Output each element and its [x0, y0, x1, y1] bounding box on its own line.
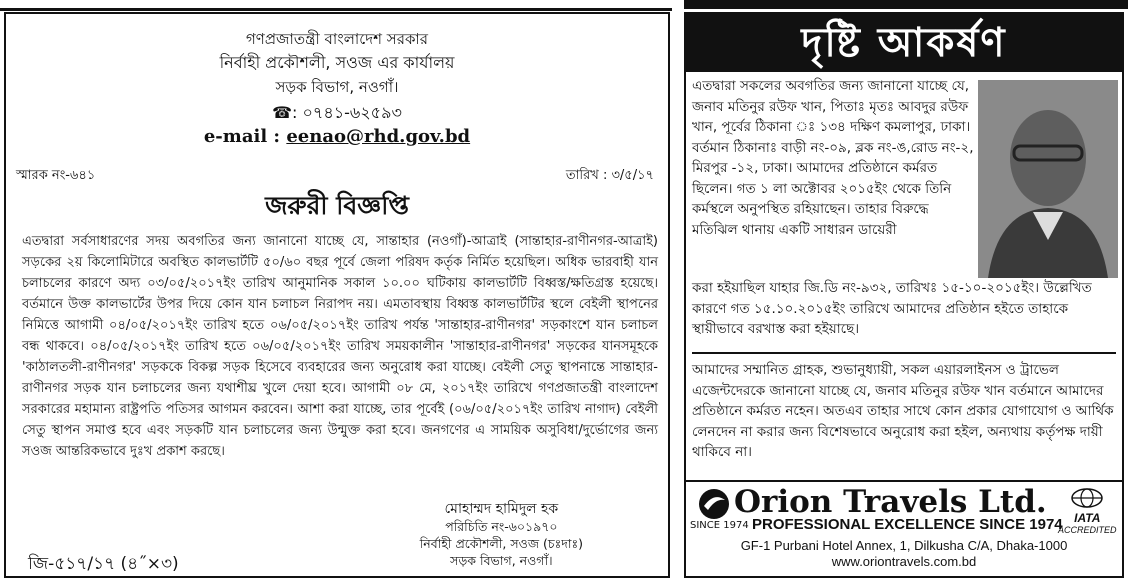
- notice-date: তারিখ : ৩/৫/১৭: [565, 168, 654, 183]
- road-notice-panel: [4, 12, 670, 578]
- top-rule-right: [684, 0, 1128, 9]
- email-link[interactable]: eenao@rhd.gov.bd: [286, 126, 471, 147]
- person-photo: [978, 80, 1118, 278]
- company-footer: [686, 482, 1122, 578]
- org-line2: নির্বাহী প্রকৌশলী, সওজ এর কার্যালয়: [219, 53, 455, 72]
- notice-title: জরুরী বিজ্ঞপ্তি: [265, 191, 409, 220]
- org-line1: গণপ্রজাতন্ত্রী বাংলাদেশ সরকার: [245, 30, 429, 48]
- iata-badge: [1058, 488, 1117, 535]
- attention-banner: দৃষ্টি আকর্ষণ: [686, 14, 1122, 72]
- since-label: SINCE 1974: [690, 520, 749, 531]
- sig-name: মোহাম্মদ হামিদুল হক: [444, 501, 559, 517]
- notice-body: এতদ্বারা সর্বসাধারণের সদয় অবগতির জন্য জানানো যাচ্ছে যে, সান্তাহার (নওগাঁ)-আত্রাই (সান্তাহার-রাণীনগর-আত্রাই) সড়কের ২য় কিলোমিটারে অবস্থিত কালভার্টটি ৫০/৬০ বছর পূর্বে জেলা পরিষদ কর্তৃক নির্মিত হয়েছিল। অধিক ভারবাহী যান চলাচলের কারণে অদ্য ০৩/০৫/২০১৭ইং তারিখ আনুমানিক সকাল ১০.০০ ঘটিকায় কালভার্টটি বিধ্বস্ত/ক্ষতিগ্রস্ত হয়েছে। বর্তমানে উক্ত কালভার্টের উপর দিয়ে কোন যান চলাচল নিরাপদ নয়। এমতাবস্থায় বিধ্বস্ত কালভার্টটির স্থলে বেইলী স্থাপনের নিমিত্তে আগামী ০৪/০৫/২০১৭ইং তারিখ হতে ০৬/০৫/২০১৭ইং তারিখ পর্যন্ত 'সান্তাহার-রাণীনগর' সড়কাংশে যান চলাচল বন্ধ থাকবে। ০৪/০৫/২০১৭ইং তারিখ হতে ০৬/০৫/২০১৭ইং তারিখ সময়কালীন 'সান্তাহার-রাণীনগর' সড়কের যানসমূহকে 'কাঠালতলী-রাণীনগর' সড়ককে বিকল্প সড়ক হিসেবে ব্যবহারের জন্য অনুরোধ করা যাচ্ছে। বেইলী সেতু স্থাপনান্তে সান্তাহার-রাণীনগর সড়ক যান চলাচলের জন্য যথাশীঘ্র খুলে দেয়া হবে। আগামী ০৮ মে, ২০১৭ইং তারিখে গণপ্রজাতন্ত্রী বাংলাদেশ সরকারের মহামান্য রাষ্ট্রপতি পতিসর আগমন করবেন। আশা করা যাচ্ছে, তার পূর্বেই (০৬/০৫/২০১৭ইং তারিখ নাগাদ) বেইলী সেতু স্থাপন সমাপ্ত হবে এবং সড়কটি যান চলাচলের জন্য উন্মুক্ত করা হবে। জনগণের এ সাময়িক অসুবিধা/দুর্ভোগের জন্য সওজ আন্তরিকভাবে দুঃখ প্রকাশ করছে।: [22, 234, 658, 459]
- sig-id: পরিচিতি নং-৬০১৯৭০: [445, 519, 558, 534]
- email-label: e-mail :: [203, 126, 287, 147]
- ad-paragraph-1: এতদ্বারা সকলের অবগতির জন্য জানানো যাচ্ছে যে, জনাব মতিনুর রউফ খান, পিতাঃ মৃতঃ আবদুর রউফ খান, পূর্বের ঠিকানা ঃ ১৩৪ দক্ষিণ কমলাপুর, ঢাকা। বর্তমান ঠিকানাঃ বাড়ী নং-০৯, ব্লক নং-ঙ,রোড নং-২, মিরপুর -১২, ঢাকা। আমাদের প্রতিষ্ঠানে কর্মরত ছিলেন। গত ১ লা অক্টোবর ২০১৫ইং থেকে তিনি কর্মস্থলে অনুপস্থিত রহিয়াছেন। তাহার বিরুদ্ধে মতিঝিল থানায় একটি সাধারন ডায়েরী: [692, 78, 974, 238]
- top-rule-left: [0, 0, 672, 11]
- company-name: Orion Travels Ltd.: [734, 484, 1047, 520]
- attention-ad-panel: [684, 12, 1124, 578]
- org-line3: সড়ক বিভাগ, নওগাঁ।: [275, 78, 399, 96]
- email-line: [6, 126, 668, 148]
- memo-number: স্মারক নং-৬৪১: [16, 168, 96, 183]
- divider: [692, 352, 1116, 354]
- iata-label: IATA: [1074, 511, 1101, 525]
- company-address: GF-1 Purbani Hotel Annex, 1, Dilkusha C/A, Dhaka-1000: [740, 538, 1068, 553]
- ad-paragraph-2: আমাদের সম্মানিত গ্রাহক, শুভানুধ্যায়ী, সকল এয়ারলাইনস ও ট্রাভেল এজেন্টদেরকে জানানো যাচ্ছে যে, জনাব মতিনুর রউফ খান বর্তমানে আমাদের প্রতিষ্ঠানে কর্মরত নহেন। অতএব তাহার সাথে কোন প্রকার যোগাযোগ ও আর্থিক লেনদেন না করার জন্য বিশেষভাবে অনুরোধ করা হইল, অন্যথায় কর্তৃপক্ষ দায়ী থাকিবে না।: [692, 362, 1114, 460]
- company-website[interactable]: www.oriontravels.com.bd: [831, 554, 977, 569]
- sig-title: নির্বাহী প্রকৌশলী, সওজ (চঃদাঃ): [419, 536, 583, 551]
- tagline: PROFESSIONAL EXCELLENCE SINCE 1974: [752, 516, 1063, 533]
- sig-office: সড়ক বিভাগ, নওগাঁ।: [450, 553, 553, 568]
- signature-block: [420, 501, 583, 569]
- iata-globe-icon: [1070, 488, 1104, 508]
- ad-code: জি-৫১৭/১৭ (৪˝×৩): [28, 554, 179, 574]
- orion-logo-icon: [698, 488, 730, 520]
- phone: ☎: ০৭৪১-৬২৫৯৩: [272, 103, 402, 122]
- company-address-block: [686, 538, 1122, 570]
- iata-accredited: ACCREDITED: [1058, 525, 1117, 535]
- ad-paragraph-1-cont: করা হইয়াছিল যাহার জি.ডি নং-৯৩২, তারিখঃ ১৫-১০-২০১৫ইং। উল্লেখিত কারণে গত ১৫.১০.২০১৫ইং তারিখে আমাদের প্রতিষ্ঠান হইতে তাহাকে স্থায়ীভাবে বরখাস্ত করা হইয়াছে।: [692, 280, 1092, 337]
